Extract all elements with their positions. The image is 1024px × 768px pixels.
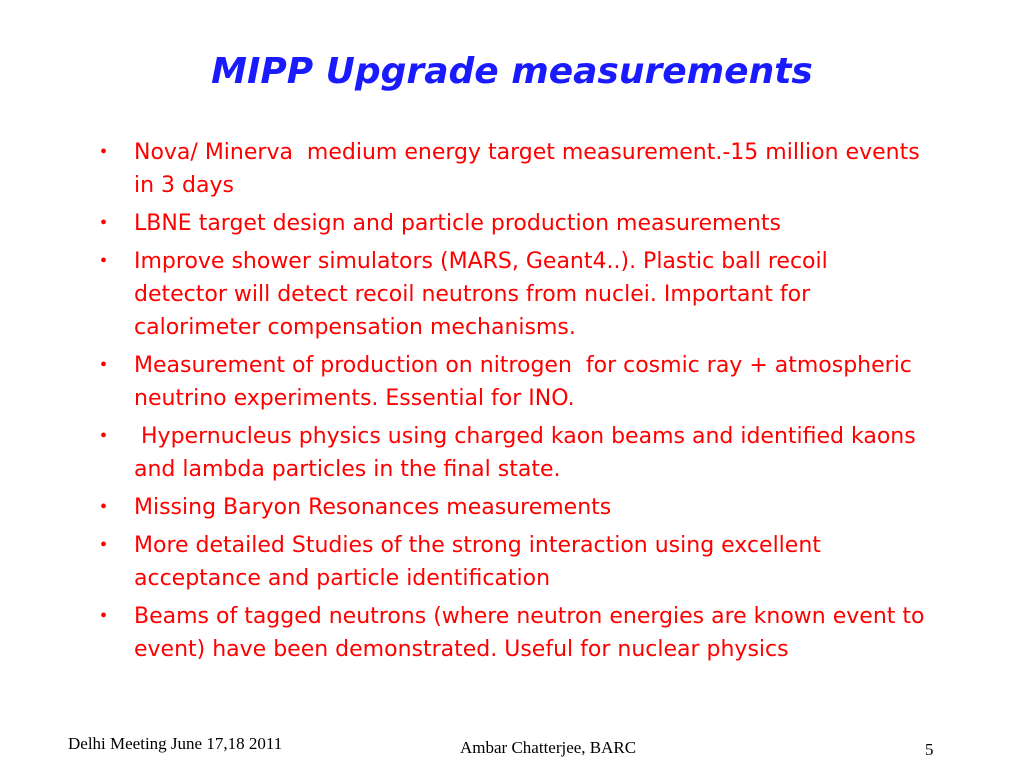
- list-item: [96, 491, 926, 524]
- bullet-icon: •: [100, 425, 108, 447]
- bullet-text: More detailed Studies of the strong interaction using excellent acceptance and particle identification: [134, 533, 828, 591]
- bullet-text: Nova/ Minerva medium energy target measurement.-15 million events in 3 days: [134, 140, 927, 198]
- list-item: [96, 600, 932, 666]
- bullet-icon: •: [100, 534, 108, 556]
- bullet-text: Beams of tagged neutrons (where neutron energies are known event to event) have been demonstrated. Useful for nuclear physics: [134, 604, 932, 662]
- footer-author: Ambar Chatterjee, BARC: [460, 738, 637, 757]
- bullet-text: Improve shower simulators (MARS, Geant4..). Plastic ball recoil detector will detect recoil neutrons from nuclei. Important for calorimeter compensation mechanisms.: [134, 249, 835, 340]
- bullet-icon: •: [100, 250, 108, 272]
- bullet-text: Measurement of production on nitrogen for cosmic ray + atmospheric neutrino experiments. Essential for INO.: [134, 353, 919, 411]
- bullet-icon: •: [100, 141, 108, 163]
- page-number: 5: [925, 740, 934, 759]
- list-item: [96, 420, 926, 486]
- bullet-icon: •: [100, 212, 108, 234]
- bullet-text: LBNE target design and particle production measurements: [134, 211, 781, 236]
- list-item: [96, 207, 926, 240]
- bullet-icon: •: [100, 496, 108, 518]
- list-item: [96, 349, 926, 415]
- list-item: [96, 529, 926, 595]
- footer-event: Delhi Meeting June 17,18 2011: [68, 734, 283, 753]
- bullet-text: Missing Baryon Resonances measurements: [134, 495, 612, 520]
- list-item: [96, 245, 926, 344]
- slide-title: MIPP Upgrade measurements: [211, 51, 813, 92]
- list-item: [96, 136, 926, 202]
- bullet-icon: •: [100, 605, 108, 627]
- bullet-list: [96, 136, 932, 671]
- bullet-text: Hypernucleus physics using charged kaon beams and identified kaons and lambda particles in the final state.: [134, 424, 923, 482]
- bullet-icon: •: [100, 354, 108, 376]
